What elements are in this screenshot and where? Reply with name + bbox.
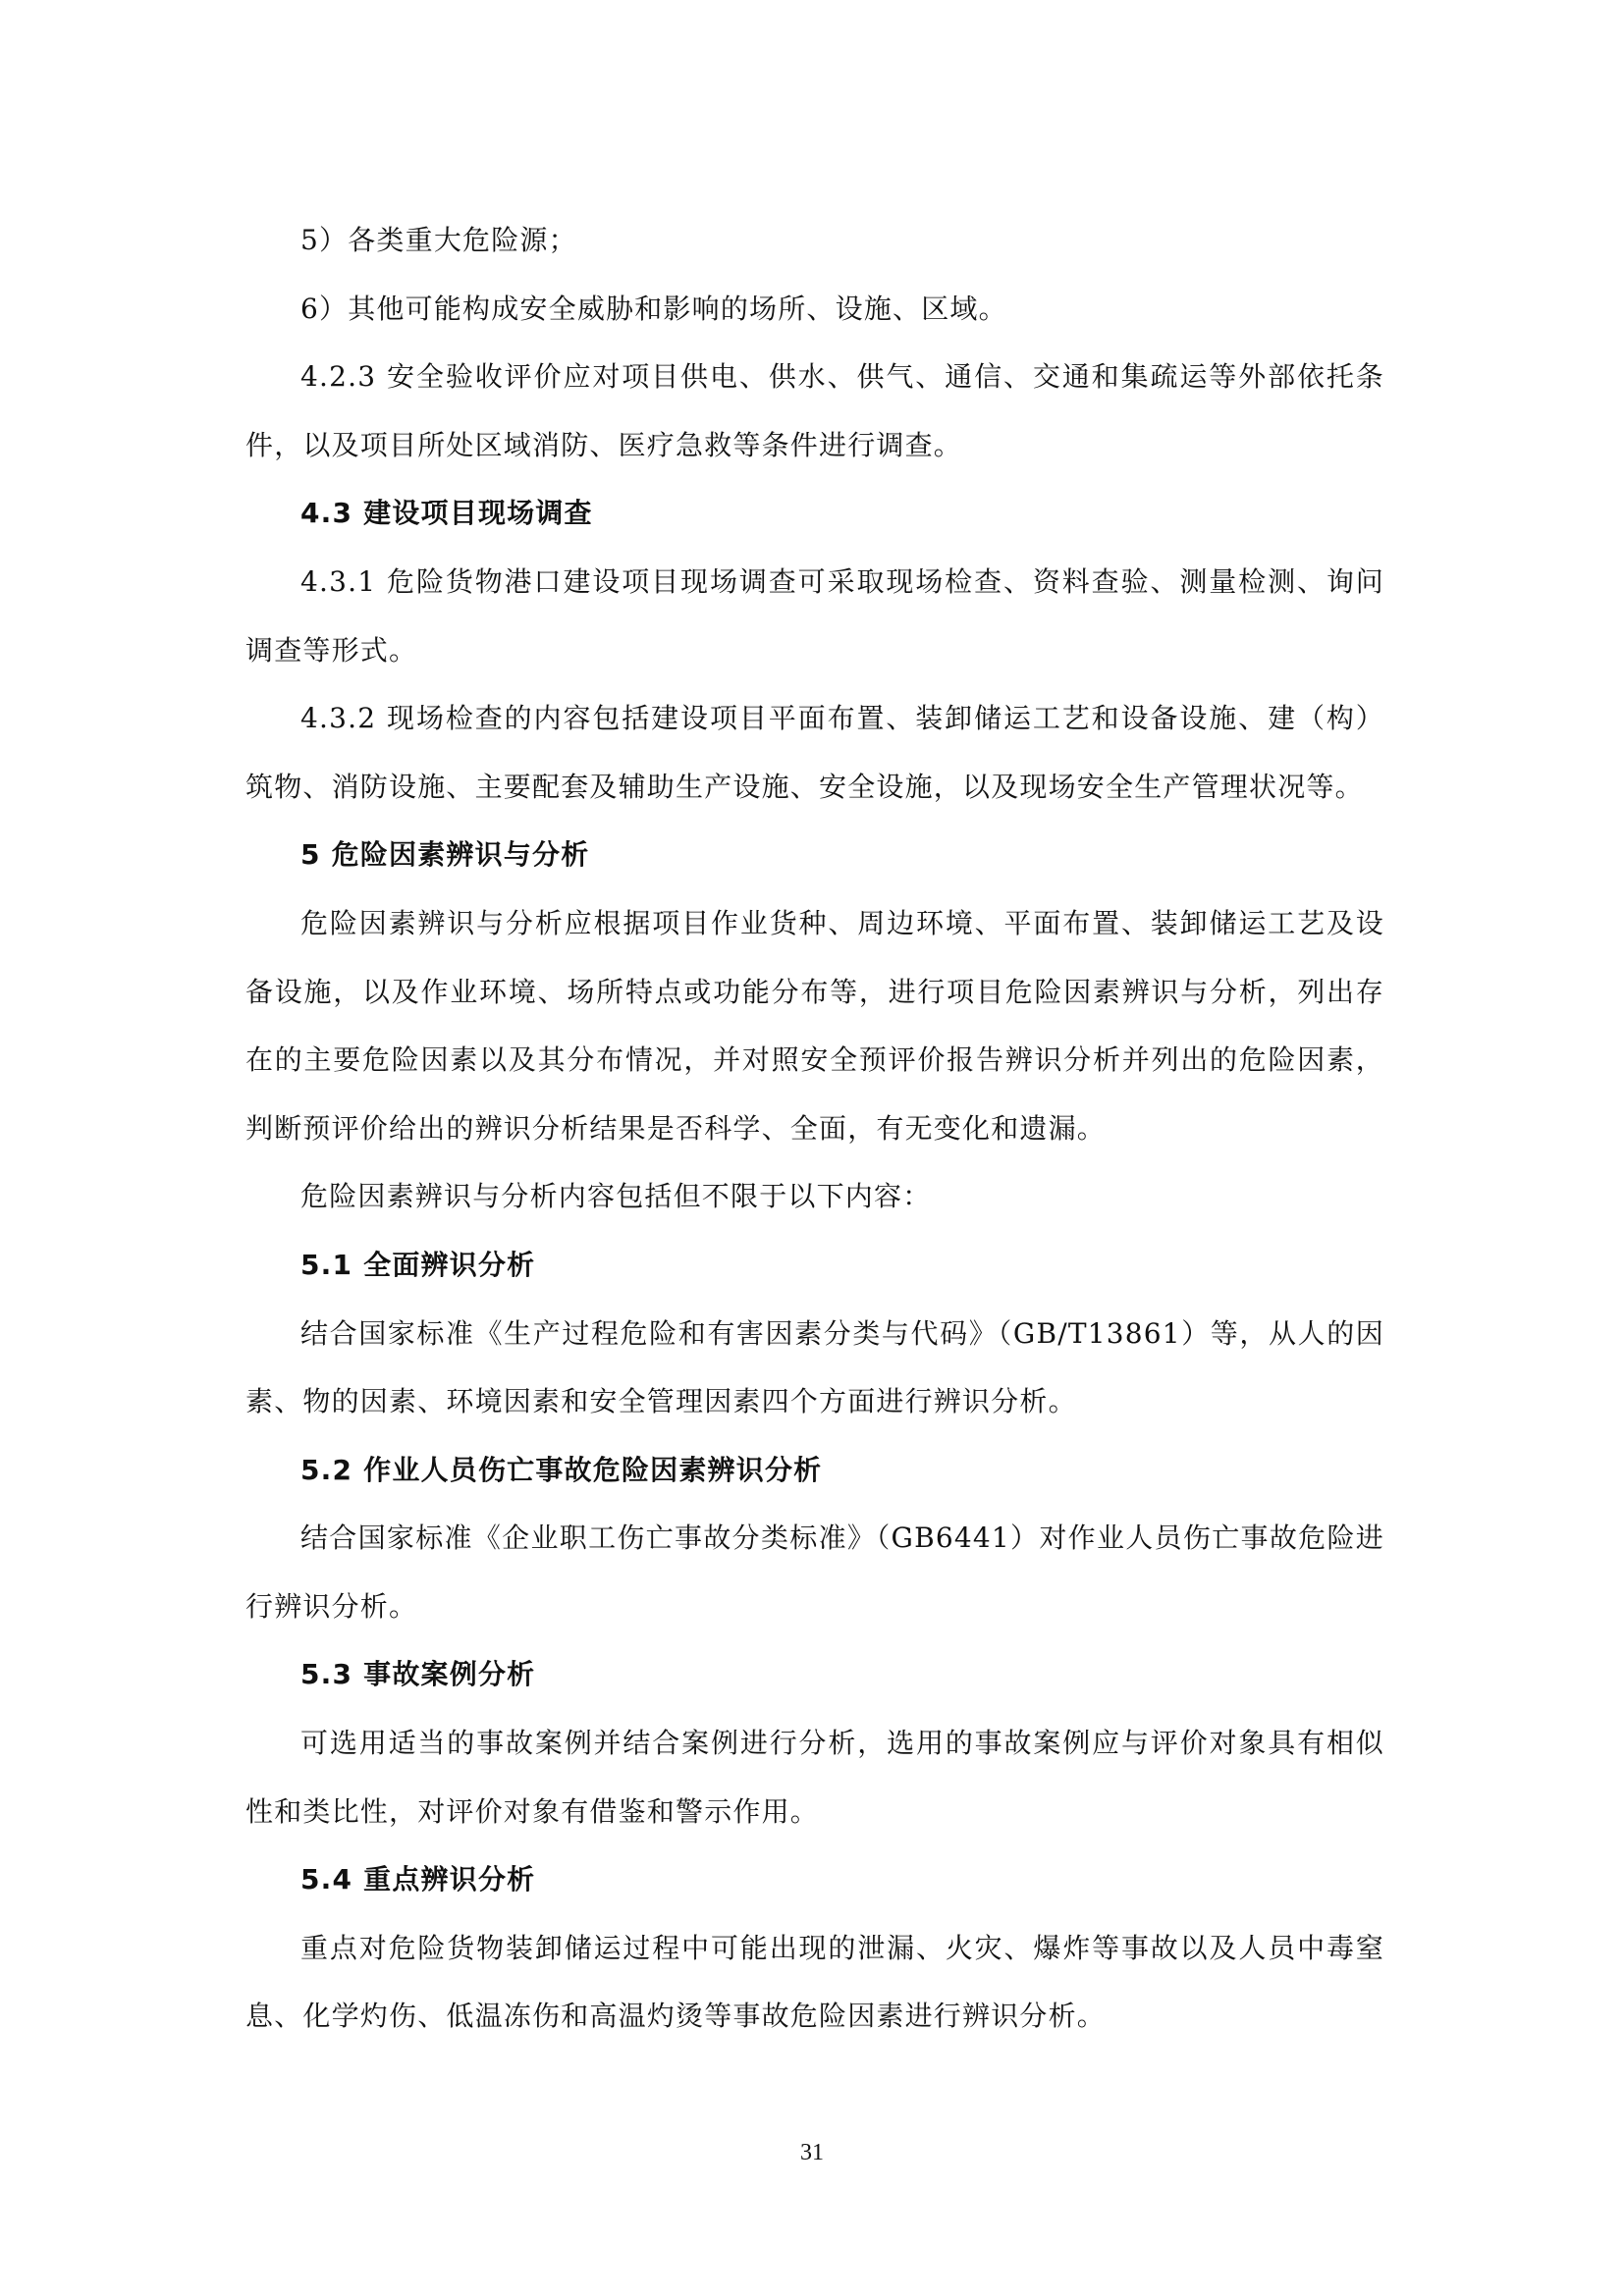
paragraph-5-intro: 危险因素辨识与分析应根据项目作业货种、周边环境、平面布置、装卸储运工艺及设备设施，以及作业环境、场所特点或功能分布等，进行项目危险因素辨识与分析，列出存在的主要危险因素以及其分布情况，并对照安全预评价报告辨识分析并列出的危险因素，判断预评价给出的辨识分析结果是否科学、全面，有无变化和遗漏。 bbox=[245, 906, 1384, 1145]
paragraph-5-scope: 危险因素辨识与分析内容包括但不限于以下内容： bbox=[300, 1180, 932, 1213]
section-heading-5-2: 5.2 作业人员伤亡事故危险因素辨识分析 bbox=[300, 1453, 823, 1486]
paragraph-5-2: 结合国家标准《企业职工伤亡事故分类标准》（GB6441）对作业人员伤亡事故危险进行辨识分析。 bbox=[245, 1522, 1384, 1623]
page-number: 31 bbox=[800, 2140, 824, 2165]
list-item-5: 5）各类重大危险源； bbox=[300, 224, 577, 256]
paragraph-4-3-1: 4.3.1 危险货物港口建设项目现场调查可采取现场检查、资料查验、测量检测、询问调查等形式。 bbox=[245, 564, 1384, 667]
section-heading-5-1: 5.1 全面辨识分析 bbox=[300, 1248, 536, 1281]
paragraph-4-2-3: 4.2.3 安全验收评价应对项目供电、供水、供气、通信、交通和集疏运等外部依托条件，以及项目所处区域消防、医疗急救等条件进行调查。 bbox=[245, 360, 1384, 461]
paragraph-4-3-2: 4.3.2 现场检查的内容包括建设项目平面布置、装卸储运工艺和设备设施、建（构）筑物、消防设施、主要配套及辅助生产设施、安全设施，以及现场安全生产管理状况等。 bbox=[245, 702, 1384, 803]
section-heading-4-3: 4.3 建设项目现场调查 bbox=[300, 497, 593, 530]
list-item-6: 6）其他可能构成安全威胁和影响的场所、设施、区域。 bbox=[300, 292, 1007, 325]
document-body bbox=[245, 206, 1384, 2051]
paragraph-5-4: 重点对危险货物装卸储运过程中可能出现的泄漏、火灾、爆炸等事故以及人员中毒窒息、化学灼伤、低温冻伤和高温灼烫等事故危险因素进行辨识分析。 bbox=[245, 1931, 1384, 2033]
paragraph-5-1: 结合国家标准《生产过程危险和有害因素分类与代码》（GB/T13861）等，从人的因素、物的因素、环境因素和安全管理因素四个方面进行辨识分析。 bbox=[245, 1316, 1384, 1418]
section-heading-5-3: 5.3 事故案例分析 bbox=[300, 1658, 536, 1691]
section-heading-5: 5 危险因素辨识与分析 bbox=[300, 838, 590, 872]
section-heading-5-4: 5.4 重点辨识分析 bbox=[300, 1863, 536, 1896]
paragraph-5-3: 可选用适当的事故案例并结合案例进行分析，选用的事故案例应与评价对象具有相似性和类比性，对评价对象有借鉴和警示作用。 bbox=[245, 1727, 1384, 1828]
